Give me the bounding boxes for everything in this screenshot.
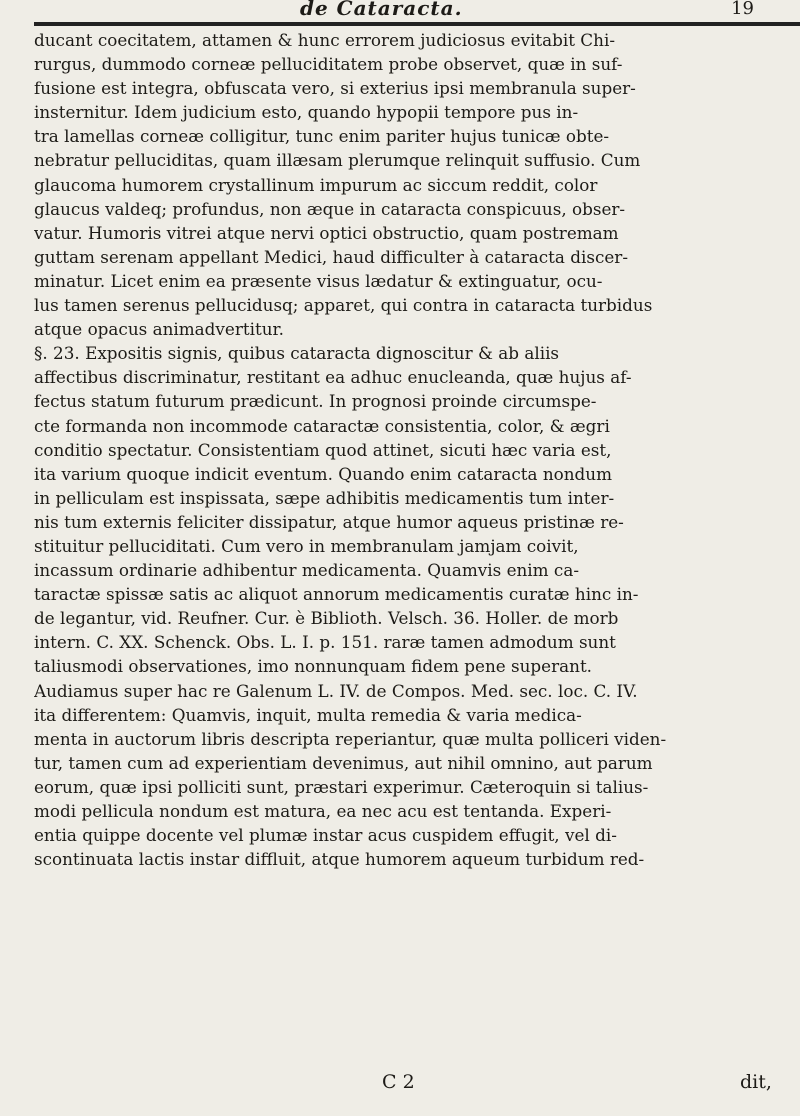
text-line: nebratur pelluciditas, quam illæsam plerumque relinquit suffusio. Cum [34,150,641,171]
body-text [34,28,800,871]
text-line: fusione est integra, obfuscata vero, si exterius ipsi membranula super- [34,78,636,99]
text-line: affectibus discriminatur, restitant ea adhuc enucleanda, quæ hujus af- [34,367,632,388]
text-line: fectus statum futurum prædicunt. In prognosi proinde circumspe- [34,391,597,412]
text-line: entia quippe docente vel plumæ instar acus cuspidem effugit, vel di- [34,825,617,846]
text-line: ducant coecitatem, attamen & hunc errorem judiciosus evitabit Chi- [34,30,615,50]
page-footer [0,1071,800,1101]
text-line: menta in auctorum libris descripta reperiantur, quæ multa polliceri viden- [34,728,667,749]
catchword: dit, [740,1071,772,1093]
text-line: eorum, quæ ipsi polliciti sunt, præstari experimur. Cæteroquin si talius- [34,776,649,797]
text-line: guttam serenam appellant Medici, haud difficulter à cataracta discer- [34,246,628,267]
text-line: glaucoma humorem crystallinum impurum ac siccum reddit, color [34,174,598,195]
text-line: Audiamus super hac re Galenum L. IV. de Compos. Med. sec. loc. C. IV. [34,680,638,701]
signature-mark: C 2 [382,1071,415,1093]
text-line: §. 23. Expositis signis, quibus cataracta dignoscitur & ab aliis [34,343,560,364]
text-line: intern. C. XX. Schenck. Obs. L. I. p. 151. raræ tamen admodum sunt [34,632,616,653]
text-line: modi pellicula nondum est matura, ea nec acu est tentanda. Experi- [34,801,612,821]
text-line: nis tum externis feliciter dissipatur, atque humor aqueus pristinæ re- [34,511,624,532]
text-line: in pelliculam est inspissata, sæpe adhibitis medicamentis tum inter- [34,487,615,508]
text-line: de legantur, vid. Reufner. Cur. è Biblioth. Velsch. 36. Holler. de morb [34,608,619,629]
text-line: glaucus valdeq; profundus, non æque in cataracta conspicuus, obser- [34,198,626,219]
text-line: insternitur. Idem judicium esto, quando hypopii tempore pus in- [34,102,579,123]
text-line: incassum ordinarie adhibentur medicamenta. Quamvis enim ca- [34,560,579,581]
text-line: minatur. Licet enim ea præsente visus lædatur & extinguatur, ocu- [34,270,603,291]
text-line: tur, tamen cum ad experientiam devenimus, aut nihil omnino, aut parum [34,752,653,773]
text-line: taliusmodi observationes, imo nonnunquam fidem pene superant. [34,656,593,677]
text-line: taractæ spissæ satis ac aliquot annorum medicamentis curatæ hinc in- [34,584,639,605]
text-line: stituitur pelluciditati. Cum vero in membranulam jamjam coivit, [34,535,579,556]
text-line: tra lamellas corneæ colligitur, tunc enim pariter hujus tunicæ obte- [34,126,610,147]
page-header [0,0,800,22]
text-line: rurgus, dummodo corneæ pelluciditatem probe observet, quæ in suf- [34,54,623,75]
text-line: scontinuata lactis instar diffluit, atque humorem aqueum turbidum red- [34,849,645,870]
header-rule [34,22,800,26]
text-line: vatur. Humoris vitrei atque nervi optici obstructio, quam postremam [34,222,619,243]
running-title: de Cataracta. [300,0,463,20]
text-line: ita varium quoque indicit eventum. Quando enim cataracta nondum [34,463,613,484]
text-line: cte formanda non incommode cataractæ consistentia, color, & ægri [34,415,610,436]
text-line: atque opacus animadvertitur. [34,319,285,340]
text-line: conditio spectatur. Consistentiam quod attinet, sicuti hæc varia est, [34,439,612,460]
page-number: 19 [731,0,754,19]
text-line: lus tamen serenus pellucidusq; apparet, qui contra in cataracta turbidus [34,295,653,316]
text-line: ita differentem: Quamvis, inquit, multa remedia & varia medica- [34,704,582,725]
